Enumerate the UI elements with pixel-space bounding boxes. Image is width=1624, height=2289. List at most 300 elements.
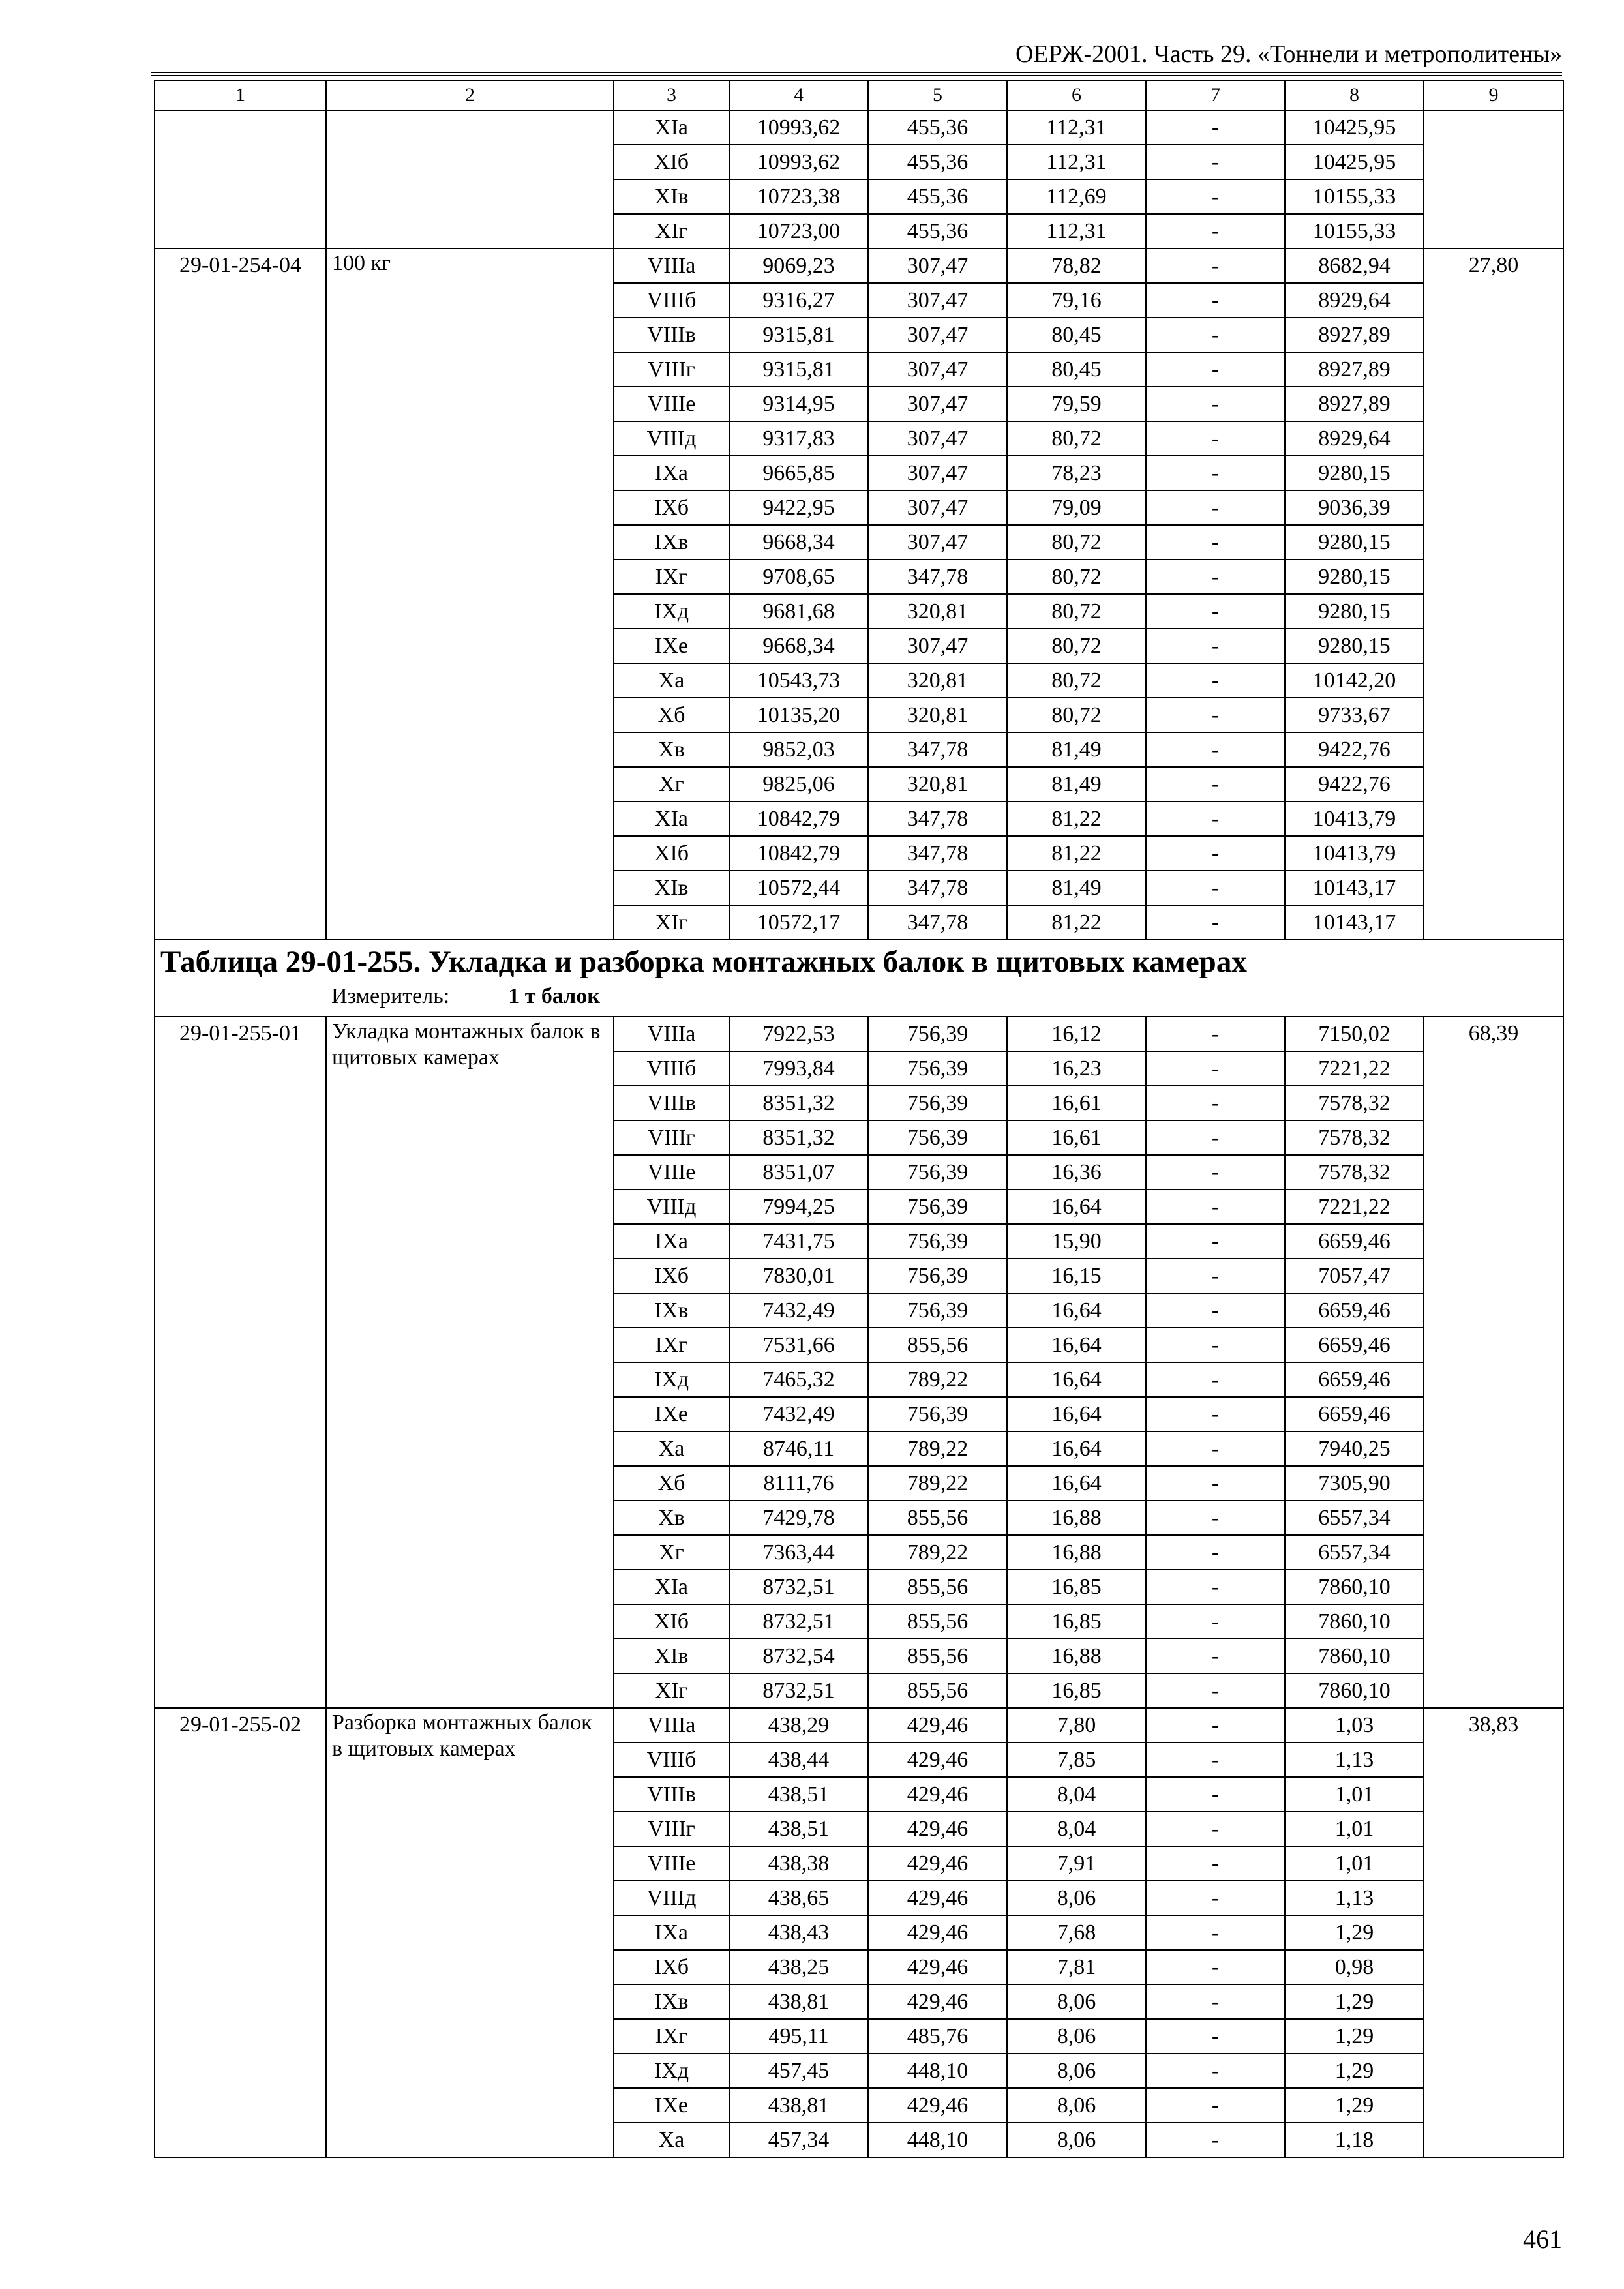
table-cell: XIа	[614, 801, 729, 836]
column-number: 6	[1007, 80, 1146, 110]
table-cell: 8929,64	[1285, 421, 1424, 456]
table-cell: 8351,32	[729, 1120, 868, 1155]
table-cell: 1,13	[1285, 1743, 1424, 1777]
table-cell: 8746,11	[729, 1431, 868, 1466]
table-cell: 9825,06	[729, 767, 868, 801]
table-cell: 307,47	[868, 248, 1007, 283]
table-cell: 16,15	[1007, 1259, 1146, 1293]
table-cell: 9422,76	[1285, 732, 1424, 767]
rate-table	[154, 80, 1564, 2158]
table-cell: 429,46	[868, 1950, 1007, 1984]
table-cell: VIIIв	[614, 1086, 729, 1120]
table-cell: 855,56	[868, 1501, 1007, 1535]
table-cell: 9280,15	[1285, 456, 1424, 490]
table-cell: -	[1146, 352, 1285, 387]
measure-line	[160, 983, 1557, 1010]
table-cell: 8,06	[1007, 2054, 1146, 2088]
table-cell: 1,29	[1285, 2088, 1424, 2123]
table-cell: 1,29	[1285, 1915, 1424, 1950]
table-cell: 6659,46	[1285, 1328, 1424, 1362]
table-cell: 789,22	[868, 1466, 1007, 1501]
table-cell: 429,46	[868, 2088, 1007, 2123]
table-cell: 80,45	[1007, 318, 1146, 352]
table-cell: -	[1146, 801, 1285, 836]
table-cell: IXа	[614, 1224, 729, 1259]
table-cell: Xб	[614, 1466, 729, 1501]
rate-code: 29-01-255-02	[155, 1708, 326, 2157]
table-cell: -	[1146, 1259, 1285, 1293]
table-cell: -	[1146, 1984, 1285, 2019]
table-cell: -	[1146, 1120, 1285, 1155]
table-cell: VIIIа	[614, 1708, 729, 1743]
table-cell: 8927,89	[1285, 387, 1424, 421]
table-cell: 429,46	[868, 1984, 1007, 2019]
table-cell: 429,46	[868, 1846, 1007, 1881]
table-cell: 9422,76	[1285, 767, 1424, 801]
table-cell: -	[1146, 871, 1285, 905]
table-cell: VIIIв	[614, 318, 729, 352]
table-cell: 6557,34	[1285, 1501, 1424, 1535]
table-cell: VIIIг	[614, 352, 729, 387]
table-cell: 756,39	[868, 1051, 1007, 1086]
table-cell: 79,59	[1007, 387, 1146, 421]
table-cell: 81,22	[1007, 801, 1146, 836]
table-cell: Xа	[614, 2123, 729, 2157]
table-cell: 438,44	[729, 1743, 868, 1777]
table-cell: 81,49	[1007, 767, 1146, 801]
table-cell: 756,39	[868, 1293, 1007, 1328]
table-cell: IXг	[614, 2019, 729, 2054]
table-cell: 7465,32	[729, 1362, 868, 1397]
table-cell: 438,65	[729, 1881, 868, 1915]
table-cell: 10143,17	[1285, 905, 1424, 940]
table-cell: 320,81	[868, 663, 1007, 698]
table-cell: 1,03	[1285, 1708, 1424, 1743]
column-number: 3	[614, 80, 729, 110]
table-cell: 80,45	[1007, 352, 1146, 387]
table-cell: 455,36	[868, 110, 1007, 145]
table-cell: 10413,79	[1285, 836, 1424, 871]
table-cell: -	[1146, 836, 1285, 871]
table-cell: 81,49	[1007, 871, 1146, 905]
table-cell: IXг	[614, 1328, 729, 1362]
table-cell: -	[1146, 732, 1285, 767]
table-cell: 307,47	[868, 387, 1007, 421]
table-cell: 9280,15	[1285, 594, 1424, 629]
table-cell: 10142,20	[1285, 663, 1424, 698]
table-cell: 80,72	[1007, 525, 1146, 560]
table-cell: 7,68	[1007, 1915, 1146, 1950]
table-cell: 7,91	[1007, 1846, 1146, 1881]
table-cell: 438,25	[729, 1950, 868, 1984]
table-cell: XIв	[614, 871, 729, 905]
table-cell: 855,56	[868, 1604, 1007, 1639]
table-cell: 9280,15	[1285, 560, 1424, 594]
table-cell: 438,81	[729, 1984, 868, 2019]
table-cell: 9668,34	[729, 629, 868, 663]
table-cell: 80,72	[1007, 560, 1146, 594]
table-cell: 9852,03	[729, 732, 868, 767]
table-cell: 307,47	[868, 456, 1007, 490]
table-cell: 80,72	[1007, 663, 1146, 698]
table-row	[155, 1708, 1563, 1743]
table-cell: 81,49	[1007, 732, 1146, 767]
rate-description: Разборка монтажных балок в щитовых камерах	[326, 1708, 614, 2157]
table-cell: -	[1146, 1708, 1285, 1743]
table-cell: 438,29	[729, 1708, 868, 1743]
table-cell: XIв	[614, 179, 729, 214]
table-cell: -	[1146, 767, 1285, 801]
table-cell: XIг	[614, 214, 729, 248]
table-cell: 16,64	[1007, 1466, 1146, 1501]
table-cell: 9317,83	[729, 421, 868, 456]
table-cell: 756,39	[868, 1189, 1007, 1224]
table-cell: 7993,84	[729, 1051, 868, 1086]
table-cell: XIа	[614, 110, 729, 145]
measure-value: 1 т балок	[508, 984, 600, 1008]
table-cell: 855,56	[868, 1570, 1007, 1604]
table-cell: 8,06	[1007, 1881, 1146, 1915]
table-cell: 8927,89	[1285, 352, 1424, 387]
table-cell: 81,22	[1007, 905, 1146, 940]
table-cell: 0,98	[1285, 1950, 1424, 1984]
table-cell: -	[1146, 629, 1285, 663]
table-cell: 457,45	[729, 2054, 868, 2088]
table-cell: 7578,32	[1285, 1155, 1424, 1189]
table-cell: 7363,44	[729, 1535, 868, 1570]
table-cell: 16,36	[1007, 1155, 1146, 1189]
rate-description	[326, 110, 614, 248]
table-cell: -	[1146, 1293, 1285, 1328]
table-cell: 9280,15	[1285, 629, 1424, 663]
table-cell: 756,39	[868, 1397, 1007, 1431]
table-cell: 7578,32	[1285, 1086, 1424, 1120]
table-cell: -	[1146, 1535, 1285, 1570]
table-cell: 81,22	[1007, 836, 1146, 871]
table-cell: 9681,68	[729, 594, 868, 629]
table-cell: VIIIа	[614, 1017, 729, 1051]
table-cell: 347,78	[868, 871, 1007, 905]
table-cell: 9036,39	[1285, 490, 1424, 525]
table-cell: 438,51	[729, 1777, 868, 1812]
table-cell: -	[1146, 1155, 1285, 1189]
table-cell: 16,64	[1007, 1431, 1146, 1466]
table-cell: 455,36	[868, 214, 1007, 248]
table-cell: 15,90	[1007, 1224, 1146, 1259]
table-cell: -	[1146, 179, 1285, 214]
table-cell: 79,09	[1007, 490, 1146, 525]
table-cell: Xб	[614, 698, 729, 732]
table-cell: 429,46	[868, 1777, 1007, 1812]
table-cell: 7940,25	[1285, 1431, 1424, 1466]
running-header: ОЕРЖ-2001. Часть 29. «Тоннели и метрополитены»	[1015, 40, 1562, 68]
table-cell: 7,80	[1007, 1708, 1146, 1743]
table-cell: -	[1146, 1086, 1285, 1120]
table-cell: -	[1146, 2123, 1285, 2157]
table-cell: 789,22	[868, 1535, 1007, 1570]
table-cell: 16,85	[1007, 1570, 1146, 1604]
table-cell: 6659,46	[1285, 1293, 1424, 1328]
table-cell: 8,04	[1007, 1777, 1146, 1812]
table-cell: 7432,49	[729, 1397, 868, 1431]
table-cell: 1,01	[1285, 1812, 1424, 1846]
table-cell: 7,81	[1007, 1950, 1146, 1984]
table-row	[155, 1017, 1563, 1051]
column-number: 9	[1424, 80, 1563, 110]
table-cell: -	[1146, 1397, 1285, 1431]
table-body	[155, 80, 1563, 2157]
table-cell: XIв	[614, 1639, 729, 1673]
table-cell: 16,64	[1007, 1189, 1146, 1224]
table-cell: 756,39	[868, 1259, 1007, 1293]
table-cell: 7860,10	[1285, 1604, 1424, 1639]
table-cell: 1,13	[1285, 1881, 1424, 1915]
table-cell: 448,10	[868, 2054, 1007, 2088]
table-cell: 7221,22	[1285, 1189, 1424, 1224]
table-cell: -	[1146, 1570, 1285, 1604]
table-cell: 10425,95	[1285, 110, 1424, 145]
table-cell: VIIIб	[614, 283, 729, 318]
table-cell: 8732,51	[729, 1570, 868, 1604]
table-cell: 79,16	[1007, 283, 1146, 318]
table-cell: 10155,33	[1285, 179, 1424, 214]
column-9-value: 27,80	[1424, 248, 1563, 940]
table-cell: -	[1146, 421, 1285, 456]
table-cell: 756,39	[868, 1224, 1007, 1259]
table-cell: 7431,75	[729, 1224, 868, 1259]
section-header-row	[155, 940, 1563, 1017]
rate-description: 100 кг	[326, 248, 614, 940]
table-cell: 429,46	[868, 1708, 1007, 1743]
table-cell: 112,31	[1007, 110, 1146, 145]
table-cell: 9280,15	[1285, 525, 1424, 560]
table-cell: Xа	[614, 663, 729, 698]
table-cell: 7057,47	[1285, 1259, 1424, 1293]
table-cell: 347,78	[868, 732, 1007, 767]
table-cell: 855,56	[868, 1639, 1007, 1673]
table-cell: Xг	[614, 767, 729, 801]
table-cell: VIIIб	[614, 1051, 729, 1086]
table-cell: 9314,95	[729, 387, 868, 421]
table-cell: 7,85	[1007, 1743, 1146, 1777]
table-cell: 10543,73	[729, 663, 868, 698]
table-cell: -	[1146, 214, 1285, 248]
table-cell: IXб	[614, 1950, 729, 1984]
header-double-rule	[151, 72, 1562, 76]
table-cell: -	[1146, 1501, 1285, 1535]
table-cell: IXб	[614, 1259, 729, 1293]
table-cell: 9422,95	[729, 490, 868, 525]
table-cell: IXд	[614, 1362, 729, 1397]
table-cell: 80,72	[1007, 421, 1146, 456]
table-cell: 438,43	[729, 1915, 868, 1950]
table-cell: -	[1146, 1466, 1285, 1501]
table-cell: 9665,85	[729, 456, 868, 490]
table-cell: -	[1146, 663, 1285, 698]
table-cell: 80,72	[1007, 594, 1146, 629]
table-cell: 438,51	[729, 1812, 868, 1846]
table-cell: 16,64	[1007, 1397, 1146, 1431]
table-cell: 8351,32	[729, 1086, 868, 1120]
table-cell: -	[1146, 2054, 1285, 2088]
table-cell: 320,81	[868, 594, 1007, 629]
table-cell: 7994,25	[729, 1189, 868, 1224]
table-cell: -	[1146, 283, 1285, 318]
table-cell: 16,61	[1007, 1086, 1146, 1120]
column-number: 4	[729, 80, 868, 110]
table-cell: -	[1146, 594, 1285, 629]
table-cell: 8,06	[1007, 2019, 1146, 2054]
table-cell: 9668,34	[729, 525, 868, 560]
table-cell: 8,06	[1007, 2088, 1146, 2123]
table-cell: 7578,32	[1285, 1120, 1424, 1155]
table-cell: XIг	[614, 1673, 729, 1708]
table-cell: 10723,00	[729, 214, 868, 248]
table-cell: 495,11	[729, 2019, 868, 2054]
table-cell: XIб	[614, 1604, 729, 1639]
table-cell: 455,36	[868, 179, 1007, 214]
table-cell: 307,47	[868, 421, 1007, 456]
column-number: 1	[155, 80, 326, 110]
table-cell: 10143,17	[1285, 871, 1424, 905]
table-cell: 7221,22	[1285, 1051, 1424, 1086]
table-cell: 1,29	[1285, 1984, 1424, 2019]
table-cell: XIг	[614, 905, 729, 940]
table-cell: VIIIе	[614, 387, 729, 421]
table-cell: 756,39	[868, 1086, 1007, 1120]
table-cell: 112,69	[1007, 179, 1146, 214]
table-cell: VIIIд	[614, 1881, 729, 1915]
table-cell: VIIIе	[614, 1155, 729, 1189]
table-cell: -	[1146, 1362, 1285, 1397]
table-cell: Xв	[614, 732, 729, 767]
table-cell: -	[1146, 490, 1285, 525]
table-cell: 7860,10	[1285, 1639, 1424, 1673]
table-cell: IXе	[614, 2088, 729, 2123]
table-cell: 78,23	[1007, 456, 1146, 490]
table-cell: 485,76	[868, 2019, 1007, 2054]
page-number: 461	[1523, 2224, 1562, 2254]
rate-code: 29-01-254-04	[155, 248, 326, 940]
table-cell: -	[1146, 145, 1285, 179]
rate-code: 29-01-255-01	[155, 1017, 326, 1708]
table-cell: -	[1146, 2019, 1285, 2054]
table-cell: 10842,79	[729, 836, 868, 871]
table-cell: 7432,49	[729, 1293, 868, 1328]
table-cell: 307,47	[868, 318, 1007, 352]
table-cell: 1,01	[1285, 1777, 1424, 1812]
table-cell: -	[1146, 387, 1285, 421]
table-cell: 789,22	[868, 1431, 1007, 1466]
table-cell: IXв	[614, 1984, 729, 2019]
column-number: 2	[326, 80, 614, 110]
table-cell: -	[1146, 1604, 1285, 1639]
table-cell: 6659,46	[1285, 1397, 1424, 1431]
table-cell: 457,34	[729, 2123, 868, 2157]
section-title: Таблица 29-01-255. Укладка и разборка монтажных балок в щитовых камерах	[160, 945, 1247, 979]
column-9-value: 68,39	[1424, 1017, 1563, 1708]
table-cell: 6659,46	[1285, 1362, 1424, 1397]
table-cell: -	[1146, 1017, 1285, 1051]
table-cell: 8732,51	[729, 1604, 868, 1639]
table-cell: -	[1146, 110, 1285, 145]
table-cell: 7150,02	[1285, 1017, 1424, 1051]
table-cell: 756,39	[868, 1017, 1007, 1051]
table-cell: -	[1146, 1881, 1285, 1915]
table-cell: -	[1146, 1950, 1285, 1984]
table-cell: 10413,79	[1285, 801, 1424, 836]
table-cell: -	[1146, 456, 1285, 490]
table-cell: IXв	[614, 525, 729, 560]
table-cell: 448,10	[868, 2123, 1007, 2157]
table-cell: -	[1146, 1639, 1285, 1673]
table-cell: 7860,10	[1285, 1570, 1424, 1604]
table-cell: 10135,20	[729, 698, 868, 732]
rate-code	[155, 110, 326, 248]
table-cell: -	[1146, 905, 1285, 940]
table-cell: 7860,10	[1285, 1673, 1424, 1708]
table-cell: 320,81	[868, 698, 1007, 732]
table-cell: 6557,34	[1285, 1535, 1424, 1570]
table-cell: 855,56	[868, 1328, 1007, 1362]
table-cell: 9069,23	[729, 248, 868, 283]
table-cell: 9733,67	[1285, 698, 1424, 732]
table-cell: 1,29	[1285, 2019, 1424, 2054]
table-cell: 16,85	[1007, 1604, 1146, 1639]
table-cell: 10993,62	[729, 110, 868, 145]
table-cell: 9708,65	[729, 560, 868, 594]
table-cell: 8732,54	[729, 1639, 868, 1673]
table-cell: -	[1146, 1431, 1285, 1466]
table-cell: 7830,01	[729, 1259, 868, 1293]
table-cell: 9315,81	[729, 318, 868, 352]
table-cell: 789,22	[868, 1362, 1007, 1397]
table-cell: 16,85	[1007, 1673, 1146, 1708]
table-cell: XIа	[614, 1570, 729, 1604]
table-cell: VIIIа	[614, 248, 729, 283]
table-cell: 8111,76	[729, 1466, 868, 1501]
table-cell: 429,46	[868, 1743, 1007, 1777]
table-cell: 112,31	[1007, 145, 1146, 179]
column-number-row	[155, 80, 1563, 110]
table-cell: -	[1146, 1743, 1285, 1777]
table-cell: 8929,64	[1285, 283, 1424, 318]
table-cell: VIIIд	[614, 1189, 729, 1224]
table-cell: 8732,51	[729, 1673, 868, 1708]
column-number: 8	[1285, 80, 1424, 110]
table-cell: VIIIе	[614, 1846, 729, 1881]
table-cell: 78,82	[1007, 248, 1146, 283]
table-cell: -	[1146, 1915, 1285, 1950]
table-cell: -	[1146, 1846, 1285, 1881]
table-cell: -	[1146, 1328, 1285, 1362]
table-cell: 10425,95	[1285, 145, 1424, 179]
table-cell: 80,72	[1007, 698, 1146, 732]
table-cell: -	[1146, 2088, 1285, 2123]
table-cell: 855,56	[868, 1673, 1007, 1708]
table-cell: 756,39	[868, 1155, 1007, 1189]
table-cell: 6659,46	[1285, 1224, 1424, 1259]
table-cell: -	[1146, 525, 1285, 560]
table-cell: 7429,78	[729, 1501, 868, 1535]
table-cell: 347,78	[868, 905, 1007, 940]
table-cell: IXа	[614, 1915, 729, 1950]
table-cell: -	[1146, 1189, 1285, 1224]
table-cell: VIIIб	[614, 1743, 729, 1777]
table-cell: 429,46	[868, 1812, 1007, 1846]
table-cell: IXе	[614, 629, 729, 663]
table-cell: 16,64	[1007, 1328, 1146, 1362]
